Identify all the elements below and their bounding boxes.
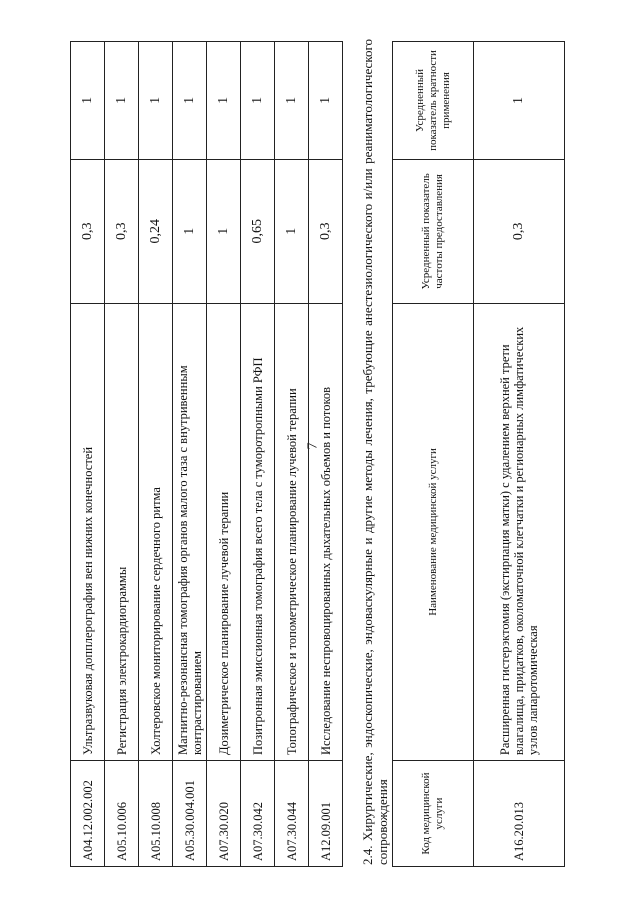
service-frequency: 0,24: [139, 159, 173, 303]
service-frequency: 0,3: [474, 159, 565, 303]
service-multiplicity: 1: [105, 42, 139, 160]
table-row: [275, 42, 309, 867]
service-multiplicity: 1: [309, 42, 343, 160]
service-multiplicity: 1: [139, 42, 173, 160]
service-name: Исследование неспровоцированных дыхательных объемов и потоков: [309, 303, 343, 760]
service-multiplicity: 1: [241, 42, 275, 160]
table-row: [241, 42, 275, 867]
service-name: Магнитно-резонансная томография органов малого таза с внутривенным контрастированием: [173, 303, 207, 760]
service-name: Позитронная эмиссионная томография всего тела с туморотропными РФП: [241, 303, 275, 760]
service-name: Ультразвуковая допплерография вен нижних конечностей: [71, 303, 105, 760]
service-name: Холтеровское мониторирование сердечного ритма: [139, 303, 173, 760]
service-code: A05.10.006: [105, 761, 139, 867]
service-multiplicity: 1: [71, 42, 105, 160]
service-code: A04.12.002.002: [71, 761, 105, 867]
services-table-body: [71, 42, 343, 867]
service-multiplicity: 1: [207, 42, 241, 160]
header-row: [393, 42, 474, 867]
page-number: 7: [305, 442, 321, 450]
service-name: Топографическое и топометрическое планирование лучевой терапии: [275, 303, 309, 760]
header-code: Код медицинской услуги: [393, 761, 474, 867]
table-row: [139, 42, 173, 867]
service-frequency: 1: [173, 159, 207, 303]
service-multiplicity: 1: [275, 42, 309, 160]
service-name: Дозиметрическое планирование лучевой терапии: [207, 303, 241, 760]
service-code: A05.30.004.001: [173, 761, 207, 867]
services-table-continued: [70, 41, 343, 867]
table-row: [309, 42, 343, 867]
header-frequency: Усредненный показатель частоты предоставления: [393, 159, 474, 303]
service-name: Расширенная гистерэктомия (экстирпация матки) с удалением верхней трети влагалища, придатков, околоматочной клетчатки и регионарных лимфатических узлов лапаротомическая: [474, 303, 565, 760]
service-multiplicity: 1: [474, 42, 565, 160]
service-multiplicity: 1: [173, 42, 207, 160]
service-code: A05.10.008: [139, 761, 173, 867]
service-frequency: 0,3: [105, 159, 139, 303]
service-frequency: 1: [275, 159, 309, 303]
header-name: Наименование медицинской услуги: [393, 303, 474, 760]
table-row: [105, 42, 139, 867]
service-frequency: 0,65: [241, 159, 275, 303]
service-frequency: 0,3: [71, 159, 105, 303]
service-name: Регистрация электрокардиограммы: [105, 303, 139, 760]
table-row: [474, 42, 565, 867]
service-code: A07.30.020: [207, 761, 241, 867]
table-row: [173, 42, 207, 867]
surgical-services-table: [392, 41, 565, 867]
service-frequency: 1: [207, 159, 241, 303]
service-frequency: 0,3: [309, 159, 343, 303]
table-row: [71, 42, 105, 867]
section-heading: 2.4. Хирургические, эндоскопические, эндоваскулярные и другие методы лечения, требующие анестезиологического и/или реаниматологического сопровождения: [360, 39, 390, 865]
service-code: A07.30.044: [275, 761, 309, 867]
table-row: [207, 42, 241, 867]
service-code: A07.30.042: [241, 761, 275, 867]
service-code: A12.09.001: [309, 761, 343, 867]
service-code: A16.20.013: [474, 761, 565, 867]
header-multiplicity: Усредненный показатель кратности применения: [393, 42, 474, 160]
